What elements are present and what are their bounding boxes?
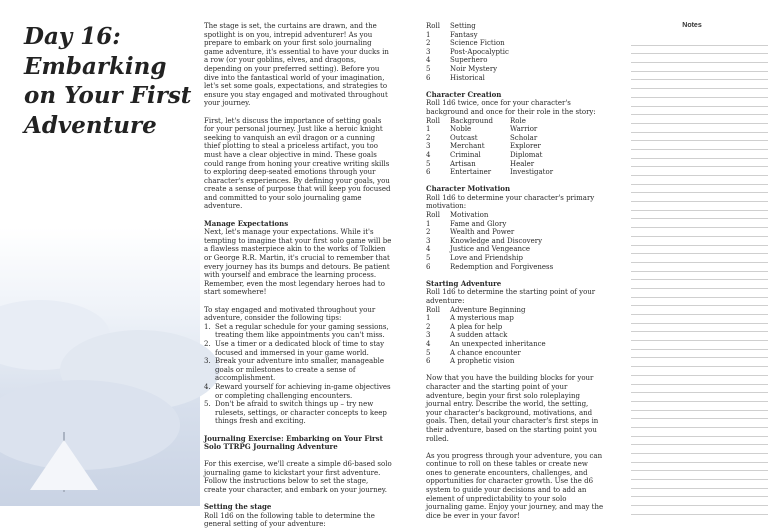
table-row: 4 Justice and Vengeance [426,245,531,254]
note-line [631,497,768,506]
closing-paragraph-2: As you progress through your adventure, you can continue to roll on these tables or create new ones to generate encounters, challenges, and opportunities for character growth. Use the d6 system to guide your decisions and to add an element of unpredictability to your solo journaling game. Enjoy your journey, and may the dice be ever in your favor! [426,451,604,520]
note-line [631,202,768,211]
note-line [631,298,768,307]
table-row: 1 A mysterious map [426,314,514,323]
note-line [631,480,768,489]
note-line [631,315,768,324]
table-row: 5 Love and Friendship [426,254,523,263]
note-line [631,98,768,107]
table-header: Roll Adventure Beginning [426,305,526,314]
note-line [631,306,768,315]
notes-panel [620,22,768,34]
note-line [631,176,768,185]
list-item: 3. Break your adventure into smaller, manageable goals or milestones to create a sense of accomplishment. [204,357,385,383]
note-line [631,211,768,220]
goals-paragraph: First, let's discuss the importance of setting goals for your personal journey. Just like a heroic knight seeking to vanquish an evil dragon or a cunning thief plotting to steal a priceless artifact, you too must have a clear objective in mind. These goals could range from honing your creative writing skills to exploring deep-seated emotions through your character's experiences. By defining your goals, you create a sense of purpose that will keep you focused and committed to your solo journaling game adventure. [204,116,391,211]
note-line [631,471,768,480]
note-line [631,150,768,159]
table-row: 2 A plea for help [426,322,503,331]
table-row: 4 Criminal Diplomat [426,150,543,159]
char-paragraph: Roll 1d6 twice, once for your character's background and once for their role in the story: [426,99,596,116]
char-table [426,117,604,177]
start-table [426,306,604,366]
note-lines [631,37,768,515]
note-line [631,280,768,289]
tent-shape [30,440,98,490]
list-item: 4. Reward yourself for achieving in-game objectives or completing challenging encounters. [204,382,391,400]
table-row: 6 Entertainer Investigator [426,168,554,177]
intro-paragraph: The stage is set, the curtains are drawn, and the spotlight is on you, intrepid adventurer! As you prepare to embark on your first solo journaling game adventure, it's essential to have your ducks in a row (or your goblins, elves, and dragons, depending on your preferred setting). Before you dive into the fantastical world of your imagination, let's set some goals, expectations, and strategies to ensure you stay engaged and motivated throughout your journey. [204,22,389,108]
table-row: 6 Historical [426,73,485,82]
table-row: 5 A chance encounter [426,348,521,357]
list-item: 2. Use a timer or a dedicated block of time to stay focused and immersed in your game world. [204,339,385,357]
table-row: 4 An unexpected inheritance [426,339,546,348]
note-line [631,185,768,194]
note-line [631,445,768,454]
table-header: Roll Motivation [426,211,489,220]
table-row: 3 A sudden attack [426,331,508,340]
table-header: Roll Setting [426,22,476,30]
table-row: 5 Artisan Healer [426,159,535,168]
note-line [631,358,768,367]
closing-paragraph-1: Now that you have the building blocks for your character and the starting point of your adventure, begin your first solo roleplaying journal entry. Describe the world, the setting, your character's background, motivations, and goals. Then, detail your character's first steps in their adventure, based on the starting point you rolled. [426,374,599,443]
list-item: 1. Set a regular schedule for your gaming sessions, treating them like appointments you can't miss. [204,322,389,340]
note-line [631,428,768,437]
note-line [631,506,768,515]
note-line [631,411,768,420]
note-line [631,367,768,376]
note-line [631,89,768,98]
char-heading: Character Creation [426,89,502,99]
note-line [631,246,768,255]
note-line [631,54,768,63]
note-line [631,254,768,263]
note-line [631,237,768,246]
setting-paragraph: Roll 1d6 on the following table to determine the general setting of your adventure: [204,511,375,529]
motivation-table [426,211,604,271]
table-row: 2 Outcast Scholar [426,133,538,142]
list-item: 5. Don't be afraid to switch things up – try new rulesets, settings, or character concepts to keep things fresh and exciting. [204,400,387,426]
note-line [631,263,768,272]
text-column-1 [204,22,392,529]
note-line [631,115,768,124]
table-row: 3 Merchant Explorer [426,142,541,151]
table-row: 3 Post-Apocalyptic [426,47,509,56]
note-line [631,463,768,472]
note-line [631,332,768,341]
setting-table [426,22,604,82]
note-line [631,419,768,428]
tips-intro: To stay engaged and motivated throughout your adventure, consider the following tips: [204,305,376,323]
motivation-heading: Character Motivation [426,184,511,194]
setting-heading: Setting the stage [204,502,272,512]
note-line [631,80,768,89]
table-row: 6 Redemption and Forgiveness [426,262,554,271]
start-heading: Starting Adventure [426,278,502,288]
note-line [631,72,768,81]
note-line [631,37,768,46]
note-line [631,454,768,463]
note-line [631,219,768,228]
note-line [631,124,768,133]
table-row: 5 Noir Mystery [426,64,498,73]
table-row: 6 A prophetic vision [426,357,515,366]
table-row: 2 Science Fiction [426,39,505,48]
motivation-paragraph: Roll 1d6 to determine your character's primary motivation: [426,193,595,211]
table-row: 4 Superhero [426,56,488,65]
table-header: Roll Background Role [426,116,526,125]
note-line [631,402,768,411]
note-line [631,489,768,498]
note-line [631,228,768,237]
note-line [631,376,768,385]
note-line [631,167,768,176]
note-line [631,272,768,281]
tips-list [204,323,392,426]
note-line [631,63,768,72]
note-line [631,289,768,298]
page-title: Day 16: Embarking on Your First Adventure [24,23,192,139]
exercise-heading: Journaling Exercise: Embarking on Your First Solo TTRPG Journaling Adventure [204,433,383,452]
note-line [631,46,768,55]
table-row: 2 Wealth and Power [426,228,515,237]
table-row: 3 Knowledge and Discovery [426,236,543,245]
table-row: 1 Fantasy [426,30,478,39]
table-row: 1 Noble Warrior [426,125,538,134]
start-paragraph: Roll 1d6 to determine the starting point of your adventure: [426,288,596,305]
note-line [631,141,768,150]
manage-paragraph: Next, let's manage your expectations. While it's tempting to imagine that your first solo game will be a flawless masterpiece akin to the works of Tolkien or George R.R. Martin, it's crucial to remember that every journey has its bumps and detours. Be patient with yourself and embrace the learning process. Remember, even the most legendary heroes had to start somewhere! [204,228,392,297]
manage-heading: Manage Expectations [204,218,289,228]
note-line [631,324,768,333]
table-row: 1 Fame and Glory [426,219,507,228]
note-line [631,393,768,402]
note-line [631,193,768,202]
note-line [631,133,768,142]
note-line [631,159,768,168]
text-column-2 [426,22,604,529]
note-line [631,385,768,394]
exercise-paragraph: For this exercise, we'll create a simple d6-based solo journaling game to kickstart your first adventure. Follow the instructions below to set the stage, create your character, and embark on your journey. [204,460,392,495]
note-line [631,350,768,359]
notes-title: Notes [682,22,702,29]
note-line [631,107,768,116]
note-line [631,437,768,446]
note-line [631,341,768,350]
